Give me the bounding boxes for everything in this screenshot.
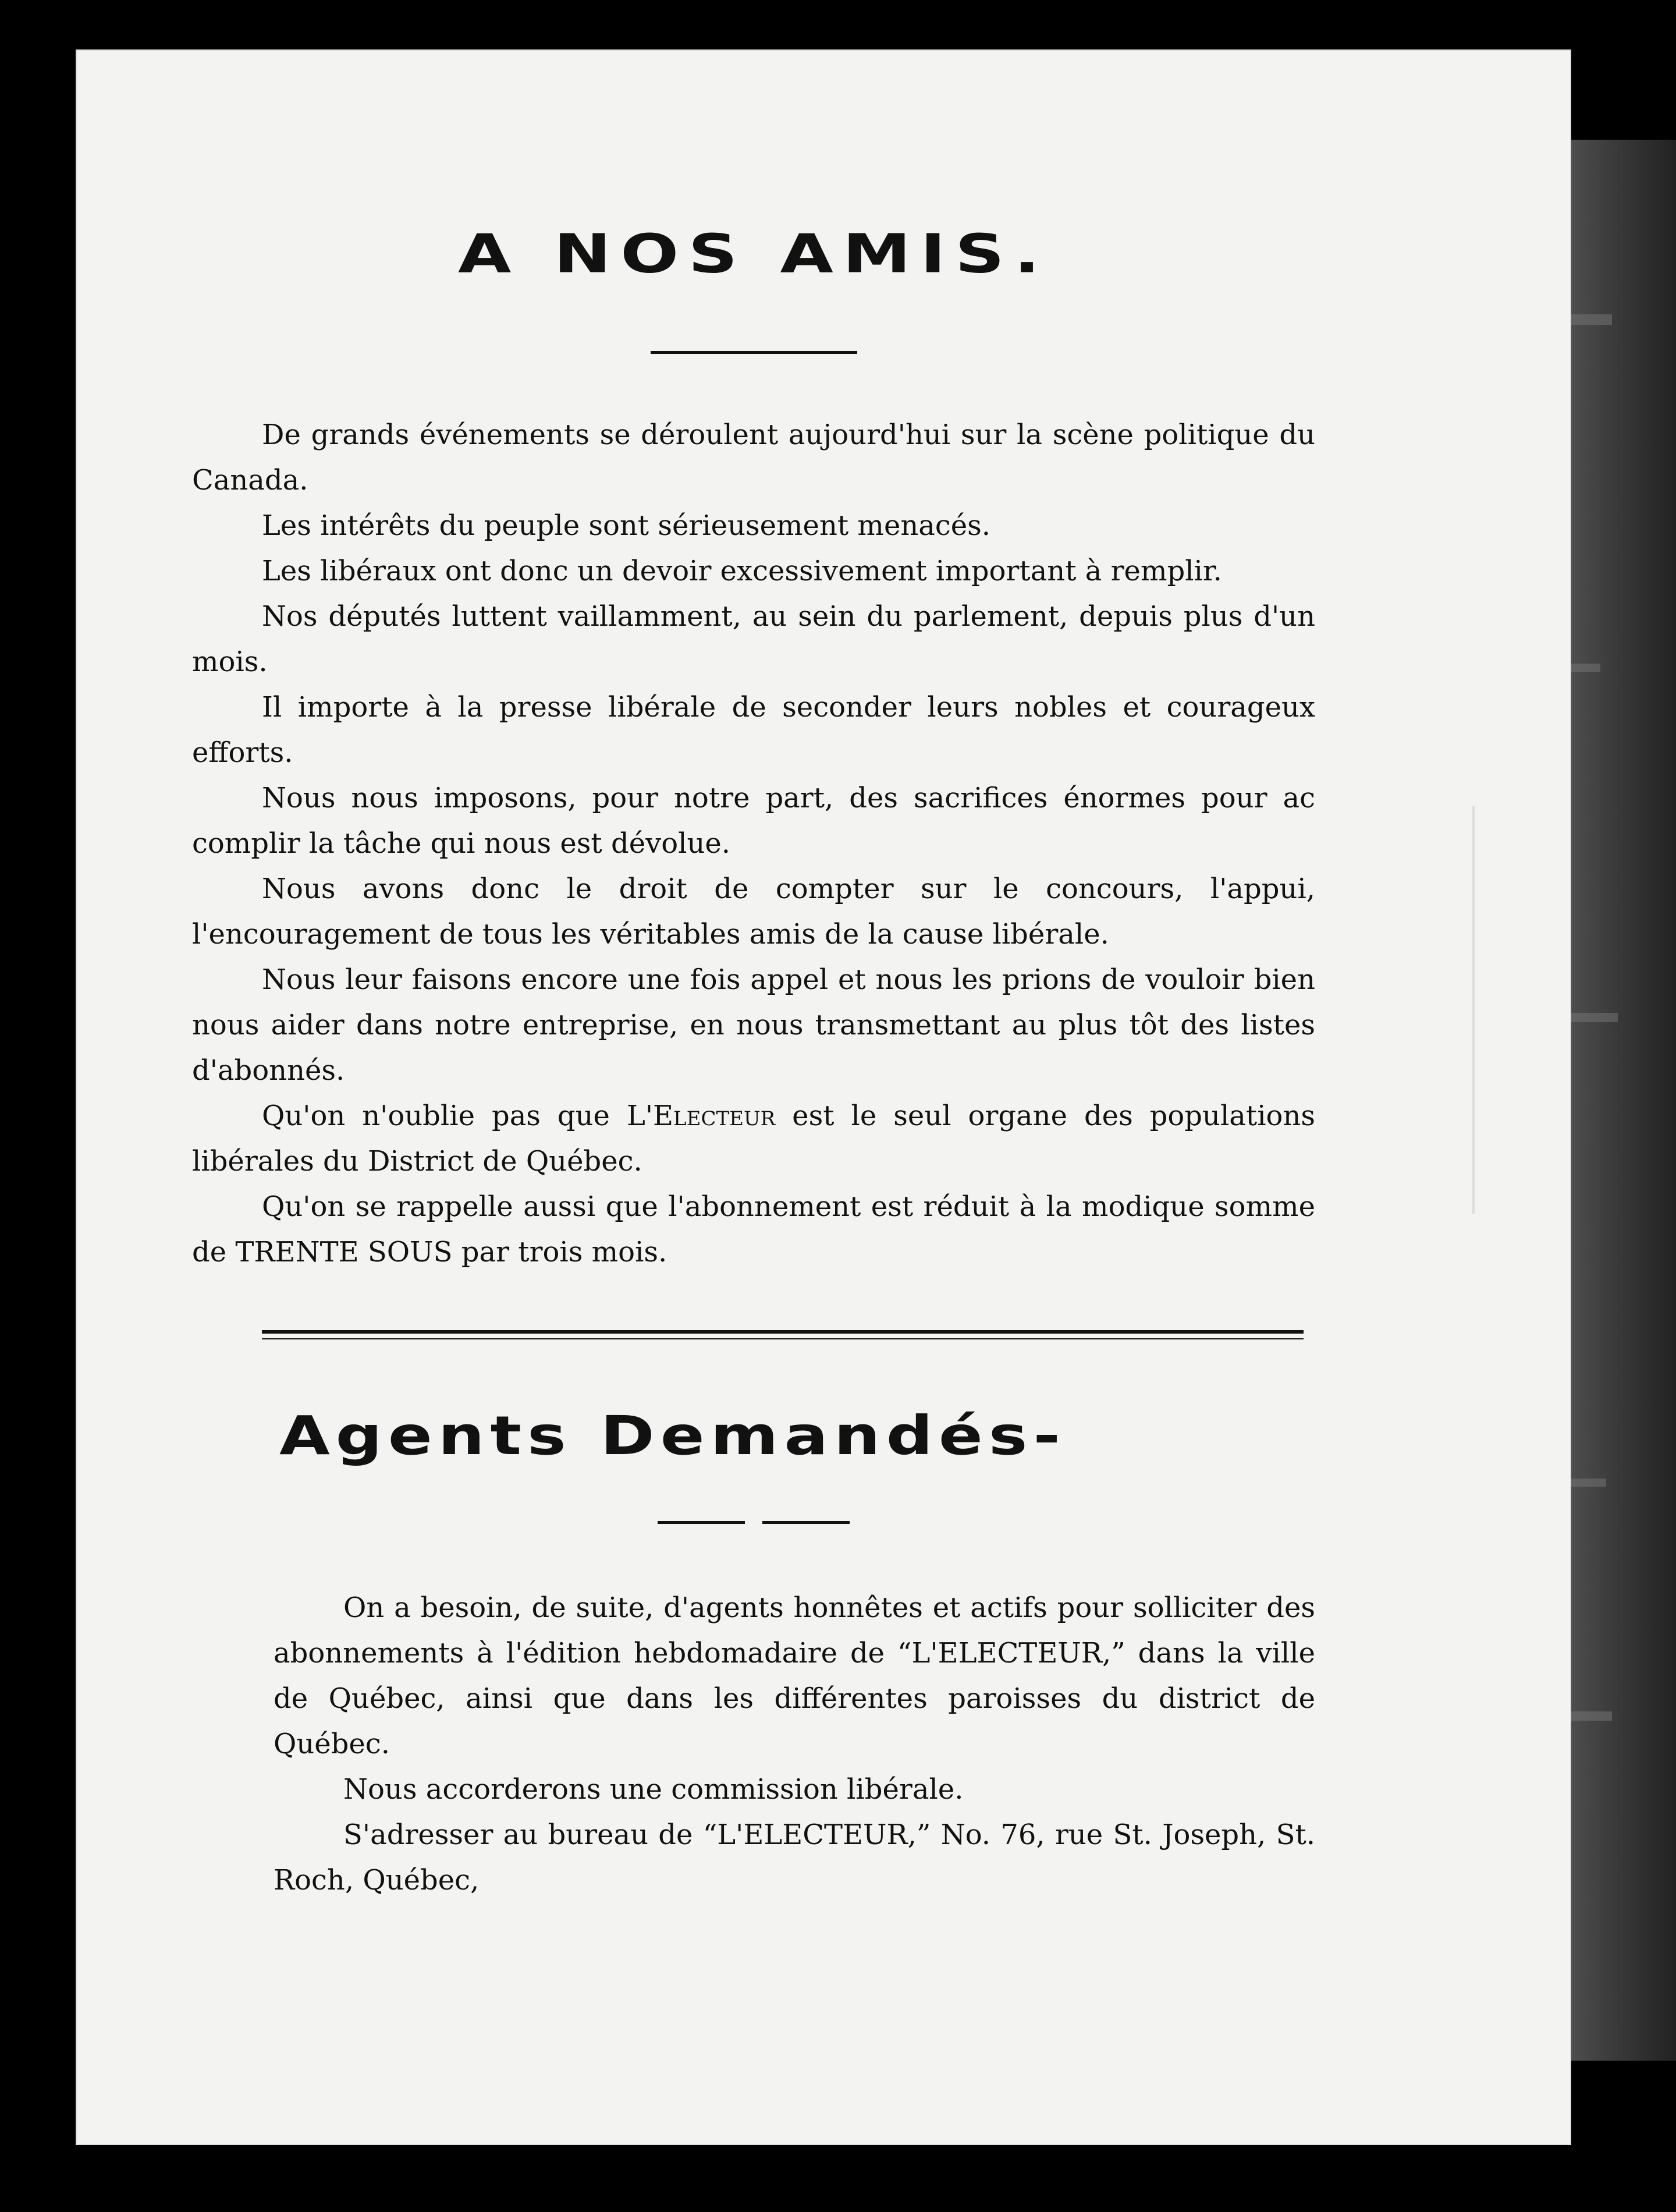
title-divider <box>651 351 857 354</box>
paragraph: Nos députés luttent vaillamment, au sein du parlement, depuis plus d'un mois. <box>192 600 1315 678</box>
paragraph: De grands événements se déroulent aujourd'hui sur la scène politique du Canada. <box>192 419 1315 497</box>
page-fold-edge <box>1472 806 1498 1214</box>
paragraph: Nous accorderons une commission libérale. <box>343 1773 964 1806</box>
paragraph: Nous avons donc le droit de compter sur le concours, l'appui, l'encouragement de tous les véritables amis de la cause libérale. <box>192 873 1315 951</box>
paragraph: Les intérêts du peuple sont sérieusement menacés. <box>262 509 991 542</box>
newspaper-name: L'Electeur <box>626 1100 776 1132</box>
section-divider <box>262 1330 1304 1339</box>
notice-title-a-nos-amis: A NOS AMIS. <box>457 222 1049 285</box>
paragraph: On a besoin, de suite, d'agents honnêtes et actifs pour solliciter des abonnements à l'édition hebdomadaire de “L'ELECTEUR,” dans la ville de Québec, ainsi que dans les différentes paroisses du district de Québec. <box>274 1591 1315 1760</box>
paragraph: Les libéraux ont donc un devoir excessivement important à remplir. <box>262 555 1222 587</box>
paragraph: Nous leur faisons encore une fois appel et nous les prions de vouloir bien nous aider dans notre entreprise, en nous transmettant au plus tôt des listes d'abonnés. <box>192 963 1315 1087</box>
paragraph: S'adresser au bureau de “L'ELECTEUR,” No. 76, rue St. Joseph, St. Roch, Québec, <box>274 1818 1315 1896</box>
paragraph: Qu'on se rappelle aussi que l'abonnement est réduit à la modique somme de TRENTE SOUS par trois mois. <box>192 1190 1315 1268</box>
paragraph-text: Qu'on n'oublie pas que <box>262 1100 627 1132</box>
title-divider <box>658 1521 850 1524</box>
paragraph-text: est le seul organe des populations libérales du District de Québec. <box>192 1100 1316 1178</box>
paragraph <box>192 1093 1315 1184</box>
paragraph: Nous nous imposons, pour notre part, des sacrifices énormes pour ac complir la tâche qui nous est dévolue. <box>192 782 1315 860</box>
notice-body-a-nos-amis <box>192 412 1315 1275</box>
notice-body-agents-demandes <box>192 1585 1315 1903</box>
notice-content <box>192 175 1315 1903</box>
notice-title-agents-demandes: Agents Demandés- <box>279 1405 1066 1467</box>
paragraph: Il importe à la presse libérale de seconder leurs nobles et courageux efforts. <box>192 691 1315 769</box>
